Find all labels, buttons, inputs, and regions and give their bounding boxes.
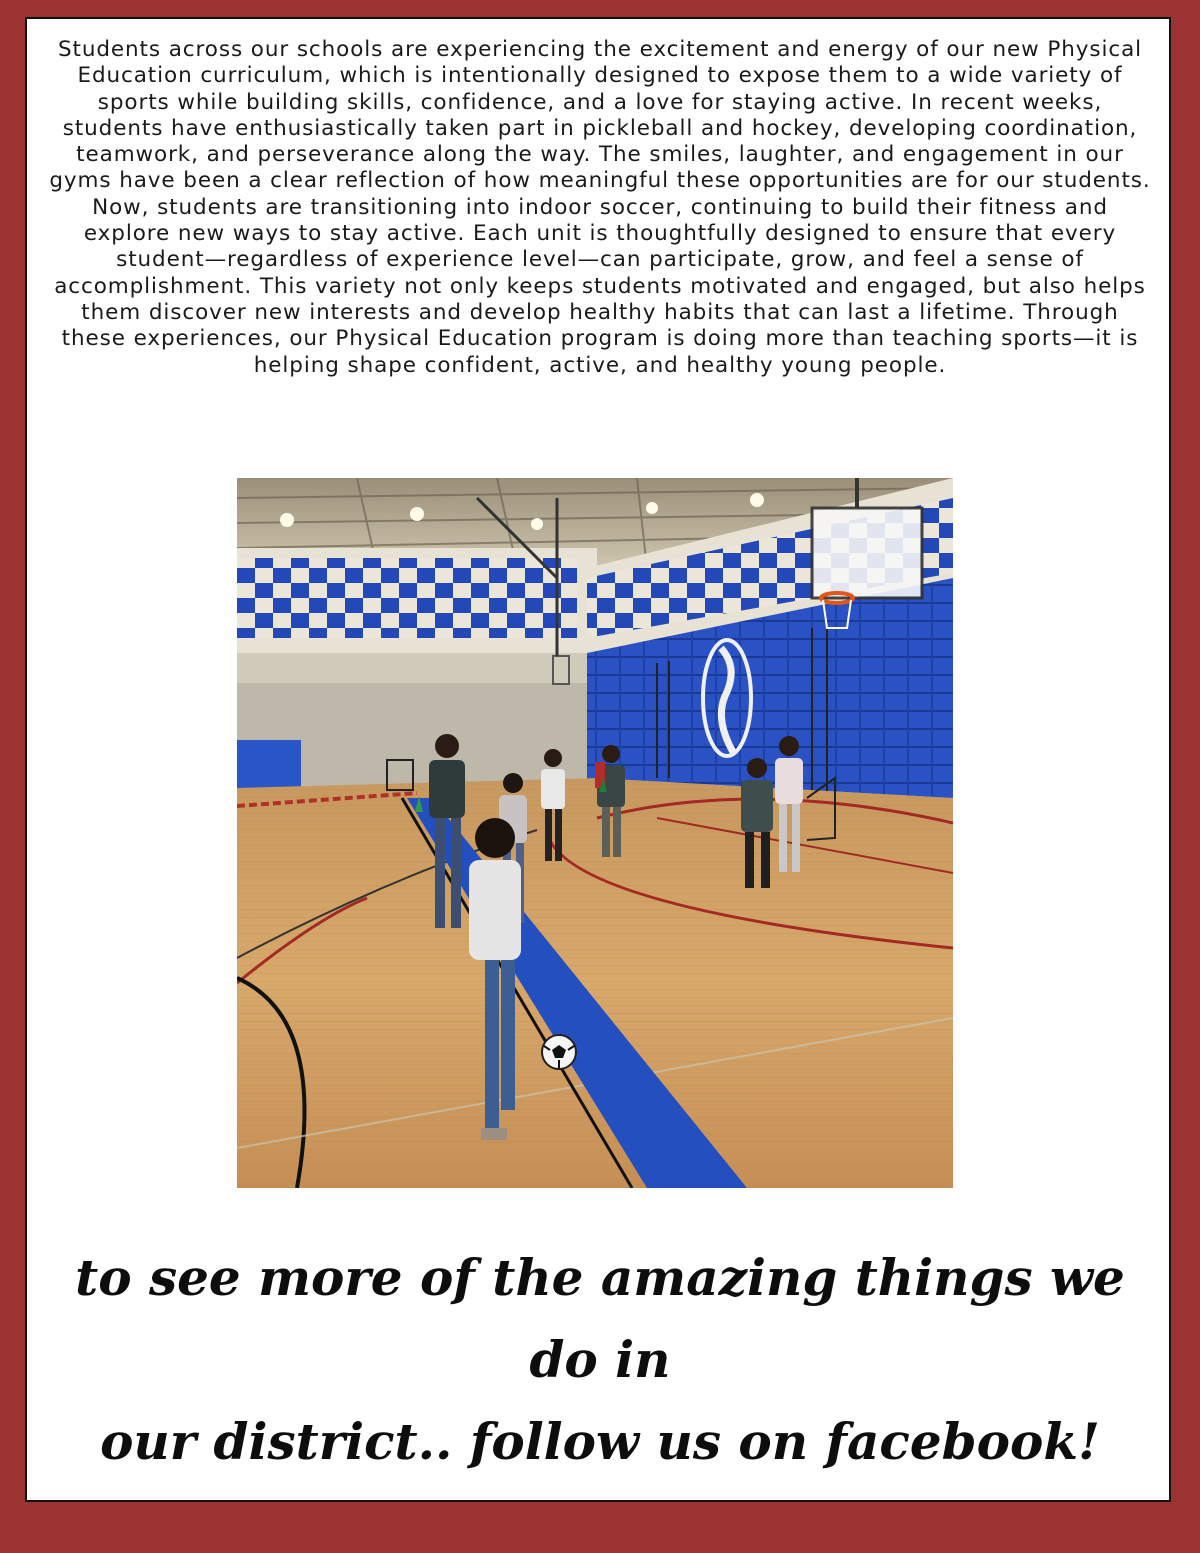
soccer-ball	[542, 1035, 576, 1069]
newsletter-page	[25, 17, 1171, 1502]
cta-line-2: our district.. follow us on facebook!	[100, 1412, 1100, 1471]
cta-line-1: to see more of the amazing things we do in	[75, 1248, 1125, 1389]
gym-soccer-photo	[237, 478, 953, 1188]
facebook-call-to-action	[47, 1237, 1153, 1483]
article-body-text: Students across our schools are experiencing the excitement and energy of our new Physical Education curriculum, which is intentionally designed to expose them to a wide variety of sports while building skills, confidence, and a love for staying active. In recent weeks, students have enthusiastically taken part in pickleball and hockey, developing coordination, teamwork, and perseverance along the way. The smiles, laughter, and engagement in our gyms have been a clear reflection of how meaningful these opportunities are for our students. Now, students are transitioning into indoor soccer, continuing to build their fitness and explore new ways to stay active. Each unit is thoughtfully designed to ensure that every student—regardless of experience level—can participate, grow, and feel a sense of accomplishment. This variety not only keeps students motivated and engaged, but also helps them discover new interests and develop healthy habits that can last a lifetime. Through these experiences, our Physical Education program is doing more than teaching sports—it is helping shape confident, active, and healthy young people.	[49, 37, 1151, 378]
